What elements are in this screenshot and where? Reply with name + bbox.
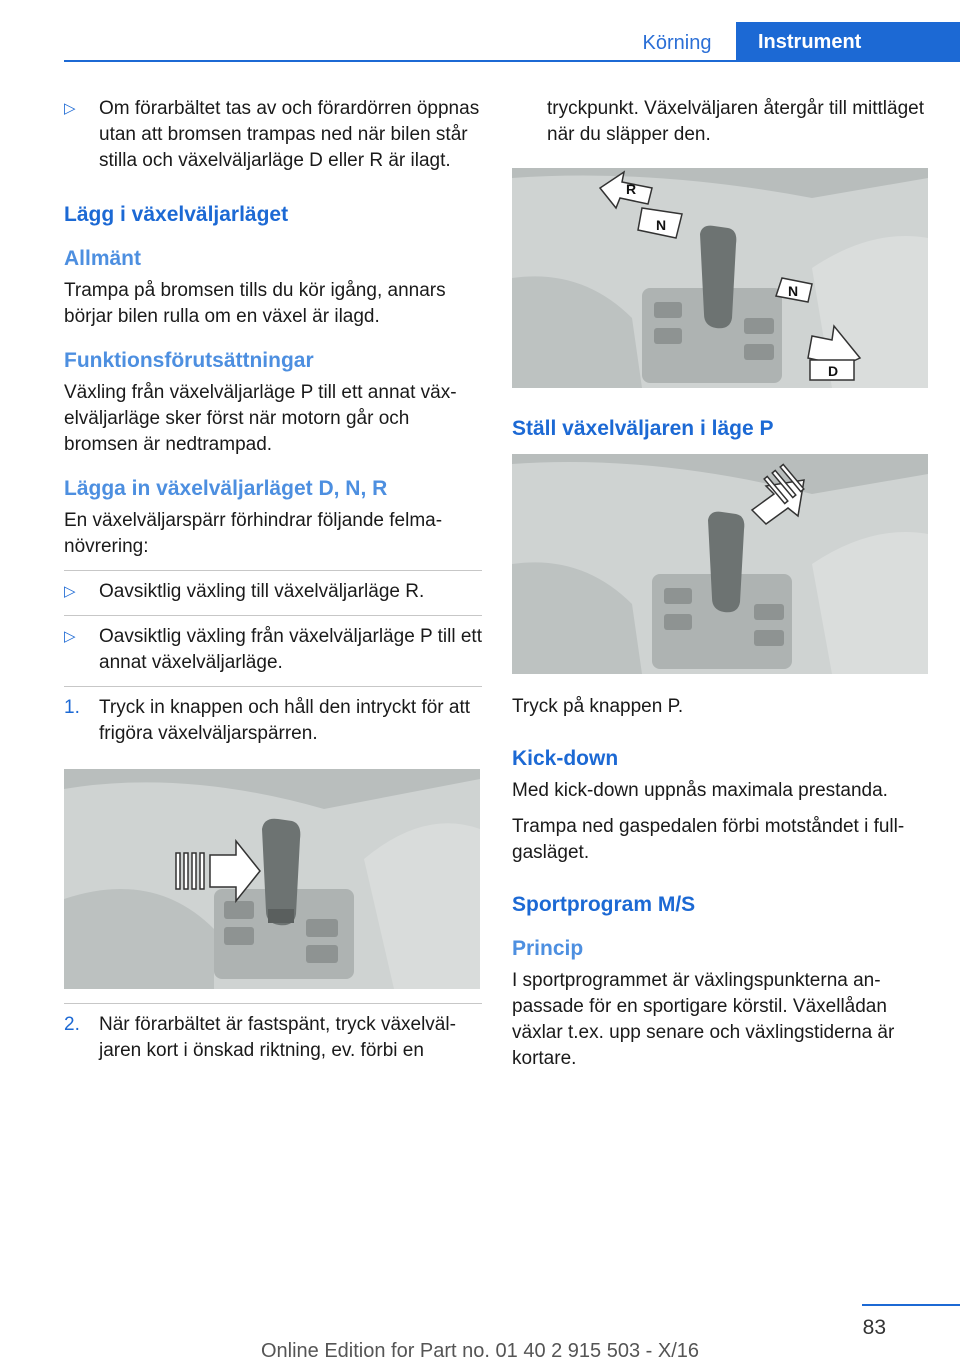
heading-sport-program: Sportprogram M/S (512, 893, 696, 916)
list-item (64, 579, 482, 605)
heading-park: Ställ växelväljaren i läge P (512, 417, 774, 440)
step1-text: Tryck in knappen och håll den intryckt för att frigöra växelväljarspärren. (99, 697, 471, 744)
triangle-bullet-icon: ▷ (64, 628, 76, 645)
heading-kickdown: Kick-down (512, 747, 619, 770)
figure-press-button (64, 769, 480, 989)
label-d: D (828, 363, 839, 379)
continued-text: tryckpunkt. Växelväljaren återgår till mittläget när du släpper den. (547, 98, 924, 145)
list-divider (64, 1003, 482, 1004)
general-text: Trampa på bromsen tills du kör igång, annars börjar bilen rulla om en växel är ilagd. (64, 280, 446, 327)
label-n-bottom: N (788, 283, 799, 299)
principle-text: I sportprogrammet är växlingspunkterna anpassade för en sportigare körstil. Växellådan växlar t.ex. upp senare och växlingstiderna är kortare. (512, 970, 895, 1069)
kickdown-text-1: Med kick-down uppnås maximala prestanda. (512, 780, 888, 801)
park-text: Tryck på knappen P. (512, 696, 684, 717)
step-number: 1. (64, 697, 80, 718)
header-rule (64, 60, 960, 62)
list-divider (64, 686, 482, 687)
figure-park-button (512, 454, 928, 674)
left-column (64, 96, 482, 1074)
figure-selector-directions (512, 168, 928, 388)
step2-text: När förarbältet är fastspänt, tryck växelväljaren kort i önskad riktning, ev. förbi en (99, 1014, 456, 1061)
tab-instrument[interactable]: Instrument (736, 22, 960, 62)
dnr-text: En växelväljarspärr förhindrar följande felmanövrering: (64, 510, 443, 557)
list-item (64, 624, 482, 676)
heading-dnr: Lägga in växelväljarläget D, N, R (64, 477, 388, 500)
heading-engage-gear: Lägg i växelväljarläget (64, 203, 289, 226)
step-number: 2. (64, 1014, 80, 1035)
step-2 (64, 1012, 482, 1064)
label-r: R (626, 181, 637, 197)
page-number: 83 (862, 1316, 886, 1339)
heading-principle: Princip (512, 937, 584, 960)
requirements-text: Växling från växelväljarläge P till ett annat växelväljarläge sker först när motorn går och bromsen är nedtrampad. (64, 382, 457, 455)
label-n-top: N (656, 217, 667, 233)
list-divider (64, 570, 482, 571)
intro-bullet (64, 96, 482, 174)
step-1 (64, 695, 482, 747)
kickdown-text-2: Trampa ned gaspedalen förbi motståndet i fullgasläget. (512, 816, 905, 863)
intro-bullet-text: Om förarbältet tas av och förardörren öppnas utan att bromsen trampas ned när bilen står stilla och växelväljarläge D eller R är ilagt. (99, 98, 480, 171)
bullet1-text: Oavsiktlig växling till växelväljarläge R. (99, 581, 425, 602)
tab-korning[interactable]: Körning (642, 31, 712, 54)
right-column (512, 96, 930, 1082)
edition-footer: Online Edition for Part no. 01 40 2 915 503 - X/16 (260, 1340, 700, 1362)
triangle-bullet-icon: ▷ (64, 100, 76, 117)
footer-rule (862, 1304, 960, 1306)
bullet2-text: Oavsiktlig växling från växelväljarläge P till ett annat växelväljarläge. (99, 626, 482, 673)
heading-requirements: Funktionsförutsättningar (64, 349, 314, 372)
list-divider (64, 615, 482, 616)
heading-general: Allmänt (64, 247, 142, 270)
triangle-bullet-icon: ▷ (64, 583, 76, 600)
